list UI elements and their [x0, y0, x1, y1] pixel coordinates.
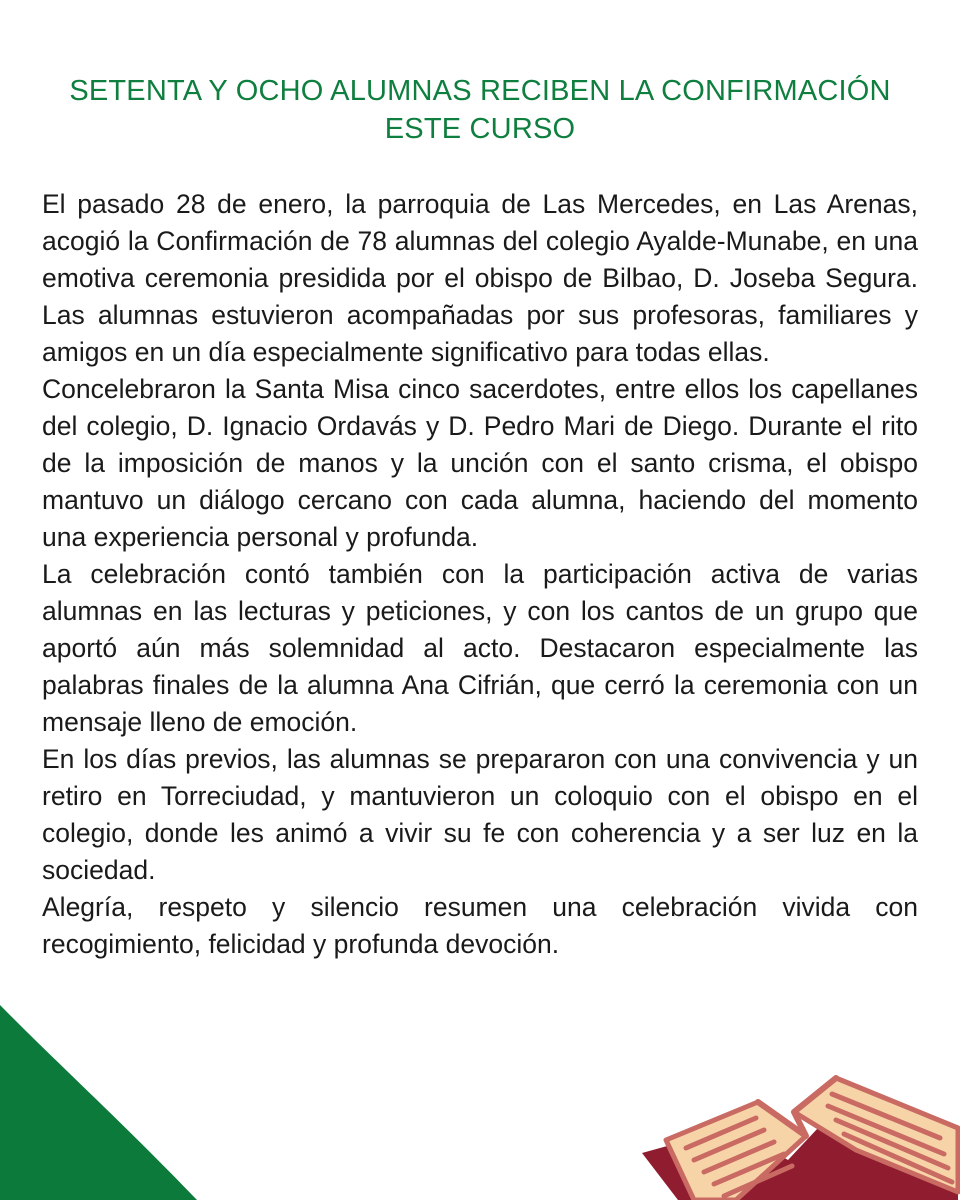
article-paragraph: El pasado 28 de enero, la parroquia de Las Mercedes, en Las Arenas, acogió la Confirmación de 78 alumnas del colegio Ayalde-Munabe, en una emotiva ceremonia presidida por el obispo de Bilbao, D. Joseba Segura. Las alumnas estuvieron acompañadas por sus profesoras, familiares y amigos en un día especialmente significativo para todas ellas. [42, 189, 918, 367]
book-spine-shadow [758, 1078, 836, 1136]
green-corner-shape [0, 1005, 197, 1200]
book-right-page [794, 1078, 958, 1192]
book-left-page [666, 1102, 806, 1200]
article-paragraph: En los días previos, las alumnas se prepararon con una convivencia y un retiro en Torreciudad, y mantuvieron un coloquio con el obispo en el colegio, donde les animó a vivir su fe con coherencia y a ser luz en la sociedad. [42, 744, 918, 885]
book-page-lines-right [828, 1094, 952, 1182]
book-cover-back [642, 1096, 958, 1200]
article-paragraph: Concelebraron la Santa Misa cinco sacerdotes, entre ellos los capellanes del colegio, D. Ignacio Ordavás y D. Pedro Mari de Diego. Durante el rito de la imposición de manos y la unción con el santo crisma, el obispo mantuvo un diálogo cercano con cada alumna, haciendo del momento una experiencia personal y profunda. [42, 374, 918, 552]
book-page-lines-left [686, 1118, 792, 1196]
open-book-icon [640, 1060, 960, 1200]
article-paragraph: Alegría, respeto y silencio resumen una celebración vivida con recogimiento, felicidad y profunda devoción. [42, 892, 918, 959]
page-title: SETENTA Y OCHO ALUMNAS RECIBEN LA CONFIRMACIÓN ESTE CURSO [69, 75, 891, 145]
article-body [42, 186, 918, 963]
article-paragraph: La celebración contó también con la participación activa de varias alumnas en las lecturas y peticiones, y con los cantos de un grupo que aportó aún más solemnidad al acto. Destacaron especialmente las palabras finales de la alumna Ana Cifrián, que cerró la ceremonia con un mensaje lleno de emoción. [42, 559, 918, 737]
